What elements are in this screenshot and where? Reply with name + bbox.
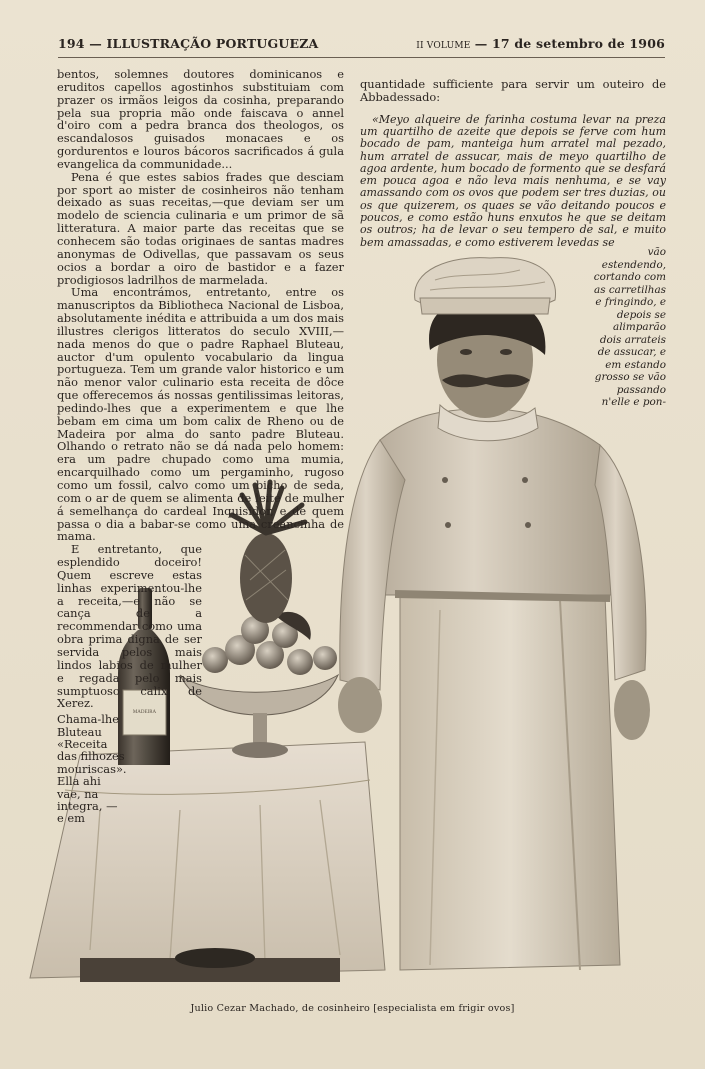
issue-date — [416, 36, 665, 51]
paragraph: E entretanto, que esplendido doceiro! Quem escreve estas linhas experimentou-lhe a receita,—e não se cança de a recommendar como uma obra prima digna de ser servida pelos mais lindos labios de mulher e regada pelo mais sumptuoso calix de Xerez. — [57, 542, 202, 711]
paragraph: Uma encontrámos, entretanto, entre os manuscriptos da Bibliotheca Nacional de Lisboa, absolutamente inédita e attribuida a um dos mais illustres clerigos litteratos do seculo XVIII,—nada menos do que o padre Raphael Bluteau, auctor d'um opulento vocabulario da lingua portugueza. Tem um grande valor historico e um não menor valor culinario esta receita de dôce que offerecemos ás nossas gentilissimas leitoras, pedindo-lhes que a experimentem e que lhe bebam em cima um bom calix de Rheno ou de Madeira por alma do santo padre Bluteau. Olhando o retrato não se dá nada pelo homem: era um padre chupado como uma mumia, encarquilhado como um pergaminho, rugoso como um fossil, calvo como um bicho de seda, com o ar de quem se alimenta de leite de mulher á semelhança do cardeal Inquisidor, e de quem passa o dia a babar-se como uma creancinha de mama. — [57, 285, 344, 544]
right-column — [360, 77, 666, 408]
paragraph: bentos, solemnes doutores dominicanos e eruditos capellos agostinhos substituiam com prazer os irmãos leigos da cosinha, preparando pela sua propria mão onde faiscava o annel d'oiro com a pedra branca dos theologos, os escandalosos guisados monacaes e os gordurentos e louros bácoros sacrificados á gula evangelica da communidade... — [57, 67, 344, 171]
left-column — [57, 68, 344, 825]
recipe-quote: «Meyo alqueire de farinha costuma levar na preza um quartilho de azeite que depois se ferve com hum bocado de pam, manteiga hum arratel mal pezado, hum arratel de assucar, mais de meyo quartilho de agoa ardente, hum bocado de formento que se desfará em pouca agoa e não leva mais nenhuma, e se vay amassando com os ovos que podem ser tres duzias, ou os que quizerem, os quaes se vão deitando poucos e poucos, e como estão huns enxutos he que se deitam os outros; ha de levar o seu tempero de sal, e muito bem amassadas, e como estiverem levedas se — [360, 112, 666, 249]
date-label: — 17 de setembro de 1906 — [474, 36, 665, 51]
bottle-label: MADEIRA — [132, 710, 157, 715]
photo-caption: Julio Cezar Machado, de cosinheiro [especialista em frigir ovos] — [190, 1003, 515, 1014]
volume-label: II VOLUME — [416, 41, 471, 51]
recipe-intro: quantidade sufficiente para servir um outeiro de Abbadessado: — [360, 77, 666, 104]
page-header — [58, 36, 665, 54]
header-rule — [58, 57, 665, 58]
paragraph: Pena é que estes sabios frades que desciam por sport ao mister de cosinheiros não tenham deixado as suas receitas,—que deviam ser um modelo de sciencia culinaria e um primor de sã litteratura. A maior parte das receitas que se conhecem são todas originaes de santas madres anonymas de Odivellas, que passavam os seus ocios a bordar a oiro de bastidor e a fazer prodigiosos ladrilhos de marmelada. — [57, 169, 344, 287]
paragraph: Chama-lhe Bluteau «Receita das filhozes mouriscas». Ella ahi vae, na integra, — e em — [57, 712, 127, 826]
recipe-quote-continued: vão estendendo, cortando com as carretilhas e fringindo, e depois se alimparão dois arrateis de assucar, e em estando grosso se vão passando n'elle e pon- — [593, 246, 666, 408]
page-number-title: 194 — ILLUSTRAÇÃO PORTUGUEZA — [58, 36, 319, 51]
